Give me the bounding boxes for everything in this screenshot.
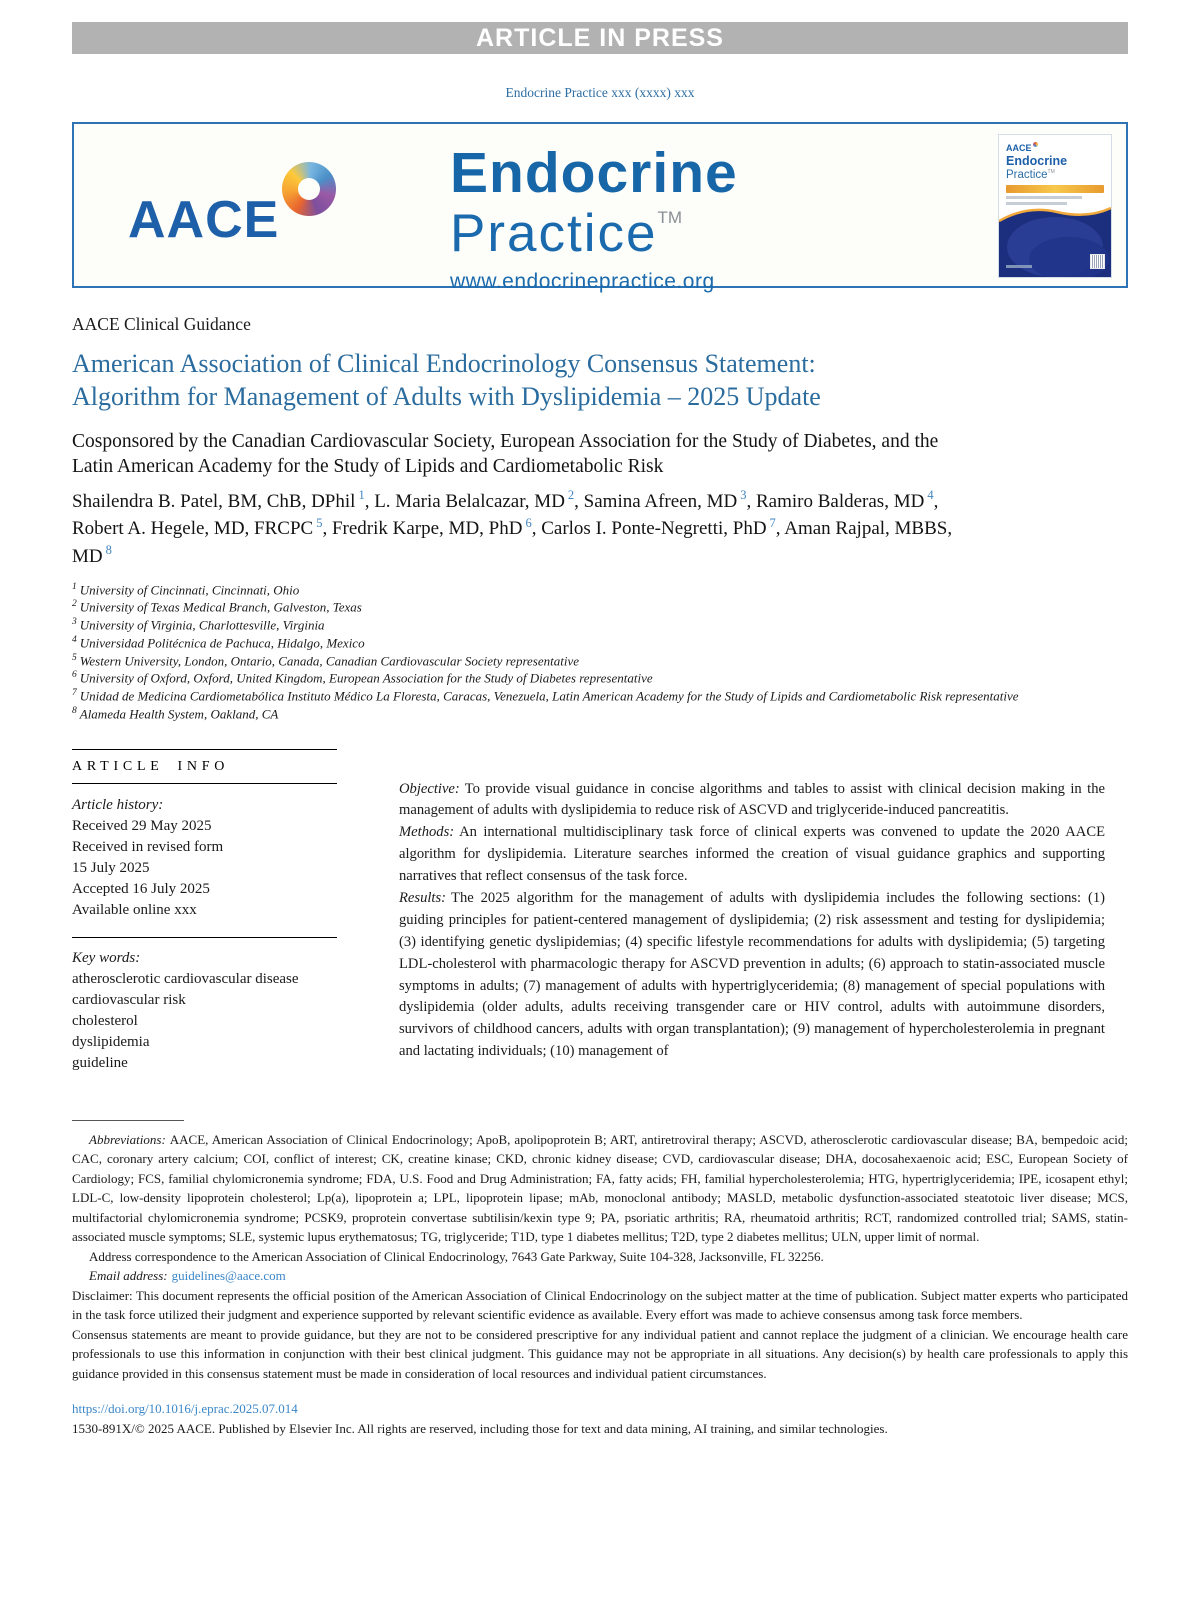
results-label: Results:	[399, 890, 447, 906]
article-title	[72, 347, 1128, 414]
abstract-results: Results: The 2025 algorithm for the management of adults with dyslipidemia includes the following sections: (1) guiding principles for patient-centered management of dyslipidemia; (2) risk assessment and testing for dyslipidemia; (3) identifying genetic dyslipidemias; (4) specific lifestyle recommendations for adults with dyslipidemia; (5) targeting LDL-cholesterol with pharmacologic therapy for ASCVD prevention in adults; (6) approach to statin-associated muscle symptoms in adults; (7) management of adults with hypertriglyceridemia; (8) management of special populations with dyslipidemia (older adults, adults receiving transgender care or HIV control, adults with autoimmune disorders, survivors of childhood cancers, adults with organ transplantation); (9) management of hypercholesterolemia in pregnant and lactating individuals; (10) management of	[399, 890, 1105, 1060]
article-title-line2: Algorithm for Management of Adults with Dyslipidemia – 2025 Update	[72, 382, 821, 412]
author-superscript: 5	[316, 515, 323, 530]
divider	[72, 937, 337, 938]
disclaimer-text: Disclaimer: This document represents the official position of the American Association of Clinical Endocrinology on the subject matter at the time of publication. Subject matter experts who participated in the task force utilized their judgment and experience supported by relevant scientific evidence as available. Every effort was made to achieve consensus among task force members.	[72, 1287, 1128, 1323]
article-title-line1: American Association of Clinical Endocrinology Consensus Statement:	[72, 349, 816, 378]
divider	[72, 783, 337, 784]
author: Ramiro Balderas, MD $^4$,	[755, 488, 939, 512]
article-history-line: Available online xxx	[72, 901, 197, 918]
cover-aace-logo: AACE	[1006, 142, 1104, 153]
info-abstract-region	[72, 749, 1128, 1074]
author: Aman Rajpal, MBBS, MD $^8$	[72, 518, 953, 567]
email-label: Email address:	[89, 1268, 168, 1284]
footnote-region	[72, 1120, 1128, 1439]
cover-footer-bar	[1006, 265, 1032, 268]
author: Samina Afreen, MD $^3$,	[583, 488, 756, 512]
aace-logo	[128, 162, 358, 262]
cover-barcode	[1090, 254, 1105, 269]
email-link[interactable]: guidelines@aace.com	[171, 1268, 286, 1284]
footnote-separator	[72, 1120, 184, 1121]
author: L. Maria Belalcazar, MD $^2$,	[374, 488, 584, 512]
author-superscript: 6	[525, 515, 532, 530]
aace-logo-text: AACE	[128, 191, 280, 249]
affiliation-list	[72, 581, 1128, 723]
cover-journal-line1: Endocrine	[1006, 154, 1068, 168]
author-superscript: 2	[567, 488, 575, 503]
methods-label: Methods:	[399, 824, 455, 841]
affiliation: $^4$ Universidad Politécnica de Pachuca, Hidalgo, Mexico	[72, 634, 365, 651]
objective-label: Objective:	[399, 780, 460, 797]
article-info-column	[72, 749, 337, 1074]
correspondence-text: Address correspondence to the American Association of Clinical Endocrinology, 7643 Gate Parkway, Suite 104-328, Jacksonville, FL 32256.	[89, 1248, 824, 1264]
keywords-label: Key words:	[72, 949, 141, 966]
email-line	[72, 1266, 1128, 1286]
article-history-line: Received 29 May 2025	[72, 817, 212, 834]
cover-journal-line2: Practice™	[1006, 168, 1055, 181]
keyword: cardiovascular risk	[72, 991, 186, 1008]
swirl-hole	[298, 178, 320, 200]
author-superscript: 4	[927, 488, 934, 503]
abstract-methods: Methods: An international multidisciplinary task force of clinical experts was convened to update the 2020 AACE algorithm for dyslipidemia. Literature searches informed the creation of visual guidance graphics and supporting narratives that reflect consensus of the task force.	[399, 824, 1105, 885]
affiliation: $^5$ Western University, London, Ontario, Canada, Canadian Cardiovascular Society representative	[72, 652, 580, 668]
affiliation: $^3$ University of Virginia, Charlottesville, Virginia	[72, 617, 325, 633]
trademark-symbol: TM	[657, 207, 682, 227]
keyword: dyslipidemia	[72, 1033, 150, 1050]
article-info-heading: ARTICLE INFO	[72, 758, 230, 774]
author-superscript: 8	[105, 543, 112, 558]
journal-name-line1: Endocrine	[450, 141, 738, 205]
article-history-line: 15 July 2025	[72, 859, 150, 876]
doi-line	[72, 1399, 1128, 1419]
section-label: AACE Clinical Guidance	[72, 314, 251, 334]
author-list	[72, 487, 980, 569]
author: Shailendra B. Patel, BM, ChB, DPhil $^1$,	[72, 488, 375, 512]
journal-masthead	[72, 122, 1128, 294]
author: Robert A. Hegele, MD, FRCPC $^5$,	[72, 515, 332, 540]
journal-wordmark	[450, 141, 738, 294]
article-history-label: Article history:	[72, 796, 164, 813]
abstract-column	[399, 749, 1105, 1074]
article-history-line: Received in revised form	[72, 838, 224, 855]
keywords-block	[72, 948, 310, 1074]
author-superscript: 3	[740, 488, 747, 503]
doi-link[interactable]: https://doi.org/10.1016/j.eprac.2025.07.014	[72, 1401, 298, 1417]
banner-label: ARTICLE IN PRESS	[476, 23, 724, 52]
author: Carlos I. Ponte-Negretti, PhD $^7$,	[541, 515, 785, 540]
keyword: guideline	[72, 1054, 128, 1071]
cover-anniversary-banner	[1006, 185, 1104, 193]
cover-swirl-icon	[1033, 142, 1038, 147]
author-superscript: 7	[769, 515, 776, 530]
keyword: cholesterol	[72, 1012, 138, 1029]
author-superscript: 1	[358, 488, 365, 503]
article-history	[72, 795, 337, 921]
consensus-text: Consensus statements are meant to provide guidance, but they are not to be considered prescriptive for any individual patient and cannot replace the judgment of a clinician. We encourage health care professionals to use this information in conjunction with their best clinical judgment. This guidance may not be appropriate in all situations. Any decision(s) by health care professionals to apply this guidance provided in this consensus statement must be made in consideration of local resources and individual patient circumstances.	[72, 1326, 1128, 1381]
cover-tagline-bar	[1006, 202, 1067, 205]
abbreviations-label: Abbreviations:	[89, 1131, 166, 1147]
aace-swirl-icon	[282, 162, 336, 216]
copyright-text: 1530-891X/© 2025 AACE. Published by Elsevier Inc. All rights are reserved, including those for text and data mining, AI training, and similar technologies.	[72, 1420, 888, 1436]
affiliation: $^6$ University of Oxford, Oxford, United Kingdom, European Association for the Study of Diabetes representative	[72, 670, 653, 686]
journal-citation-line	[72, 85, 1128, 101]
article-in-press-banner	[72, 22, 1128, 54]
cosponsor-text: Cosponsored by the Canadian Cardiovascular Society, European Association for the Study of Diabetes, and the Latin American Academy for the Study of Lipids and Cardiometabolic Risk	[72, 430, 939, 477]
cover-header	[999, 135, 1111, 205]
journal-name-line2: Practice™	[450, 203, 682, 263]
cover-trademark: TM	[1047, 168, 1055, 175]
journal-citation-link[interactable]: Endocrine Practice xxx (xxxx) xxx	[505, 85, 695, 100]
affiliation: $^2$ University of Texas Medical Branch, Galveston, Texas	[72, 599, 362, 615]
journal-website: www.endocrinepractice.org	[450, 270, 715, 294]
abstract-objective: Objective: To provide visual guidance in concise algorithms and tables to assist with clinical decision making in the management of adults with dyslipidemia to reduce risk of ASCVD and triglyceride-induced pancreatitis.	[399, 780, 1105, 819]
affiliation: $^1$ University of Cincinnati, Cincinnati, Ohio	[72, 581, 300, 597]
affiliation: $^7$ Unidad de Medicina Cardiometabólica Instituto Médico La Floresta, Caracas, Venezuela, Latin American Academy for the Study of Lipids and Cardiometabolic Risk representative	[72, 688, 1019, 704]
author: Fredrik Karpe, MD, PhD $^6$,	[331, 515, 542, 540]
abbreviations-text: Abbreviations: AACE, American Association of Clinical Endocrinology; ApoB, apolipoprotein B; ART, antiretroviral therapy; ASCVD, atherosclerotic cardiovascular disease; BA, bempedoic acid; CAC, coronary artery calcium; COI, conflict of interest; CK, creatine kinase; CKD, chronic kidney disease; CVD, cardiovascular disease; DHA, docosahexaenoic acid; ESC, European Society of Cardiology; FCS, familial chylomicronemia syndrome; FDA, U.S. Food and Drug Administration; FA, fatty acids; FH, familial hypercholesterolemia; HTG, hypertriglyceridemia; IPE, icosapent ethyl; LDL-C, low-density lipoprotein cholesterol; Lp(a), lipoprotein a; LPL, lipoprotein lipase; mAb, monoclonal antibody; MASLD, metabolic dysfunction-associated steatotoic liver disease; MCS, multifactorial chylomicronemia syndrome; PCSK9, proprotein convertase subtilisin/kexin type 9; PA, psoriatic arthritis; RA, rheumatoid arthritis; RCT, randomized controlled trial; SAMS, statin-associated muscle symptoms; SLE, systemic lupus erythematosus; TG, triglyceride; T1D, type 1 diabetes mellitus; T2D, type 2 diabetes mellitus; ULN, upper limit of normal.	[72, 1131, 1128, 1245]
affiliation: $^8$ Alameda Health System, Oakland, CA	[72, 705, 279, 722]
cover-tagline-bar	[1006, 196, 1082, 199]
journal-cover-thumbnail	[998, 134, 1112, 278]
article-history-line: Accepted 16 July 2025	[72, 880, 210, 897]
keyword: atherosclerotic cardiovascular disease	[72, 970, 299, 987]
